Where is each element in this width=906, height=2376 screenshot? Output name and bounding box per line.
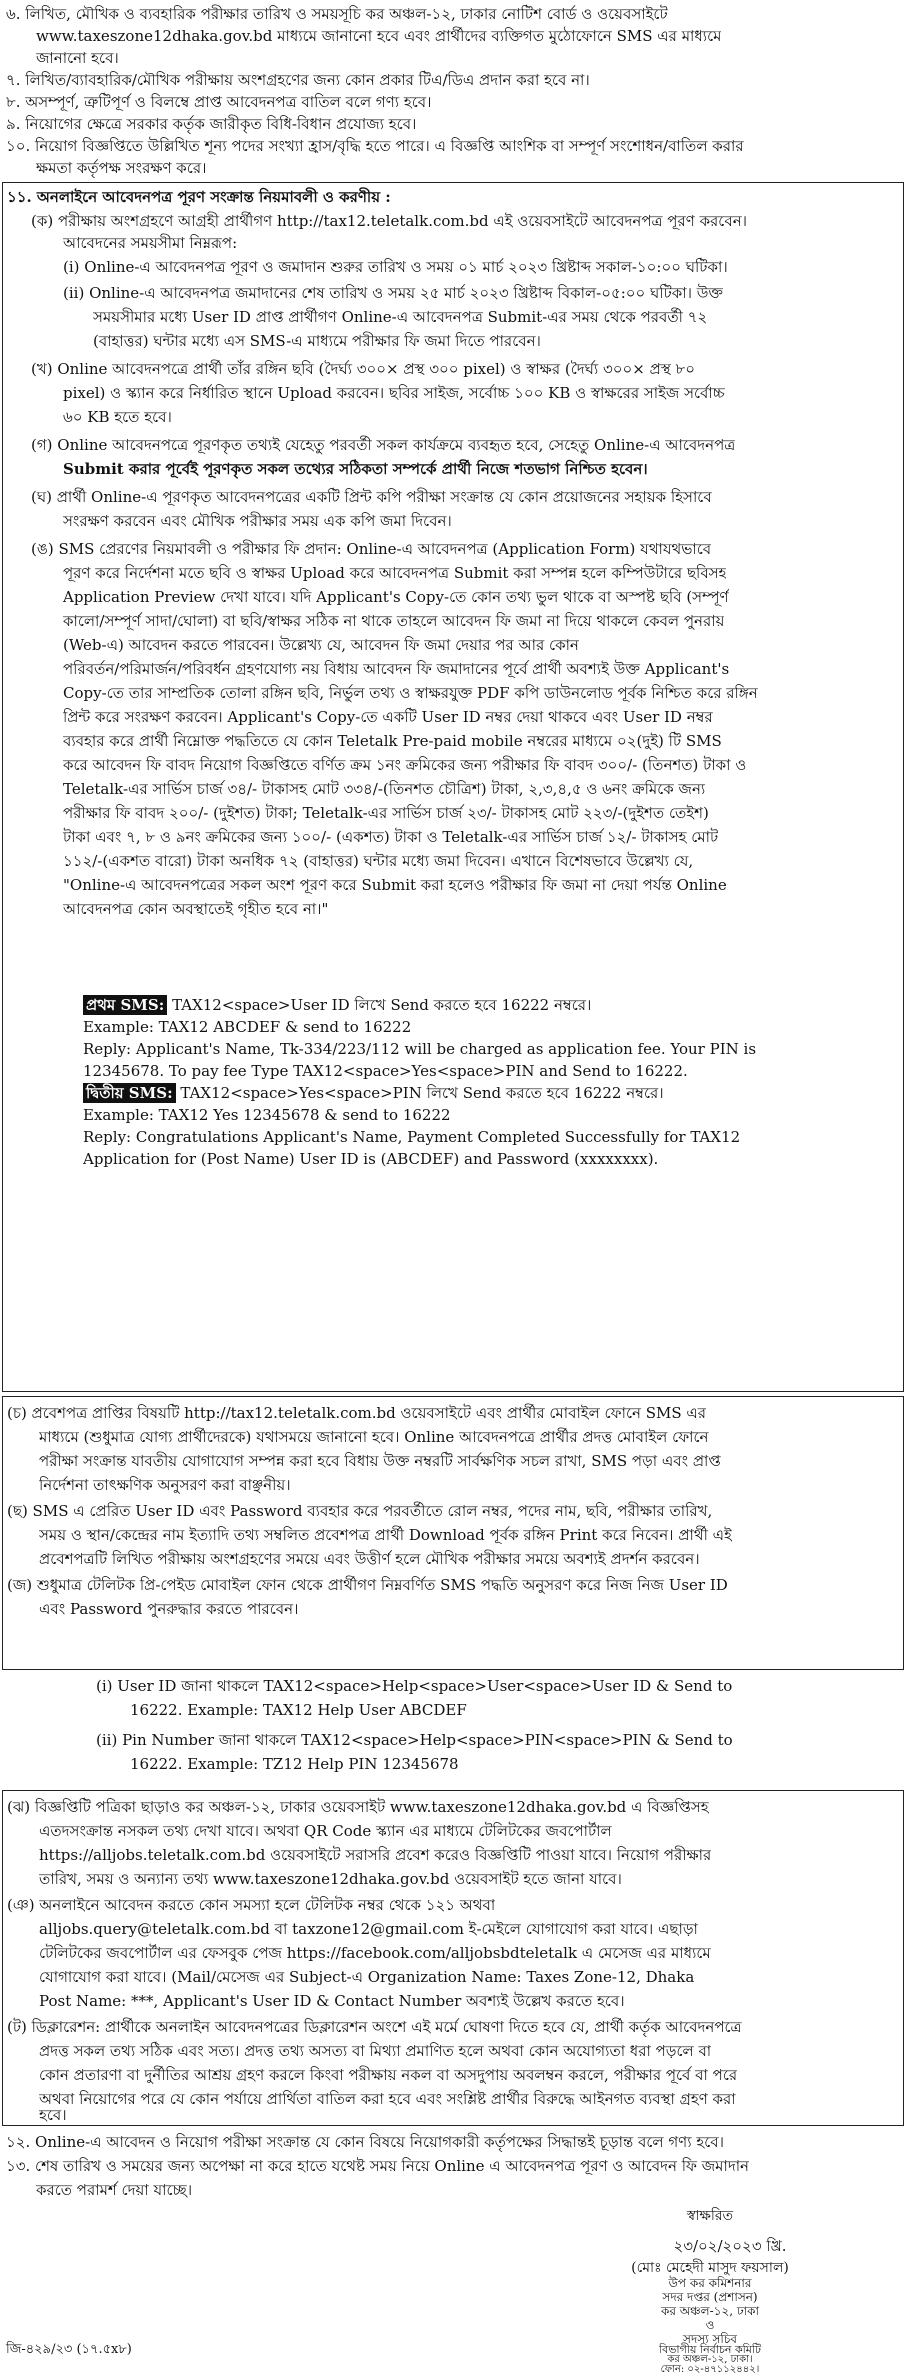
signatory-name: (মোঃ মেহেদী মাসুদ ফয়সাল) [631, 2260, 789, 2276]
first-sms-line [83, 995, 591, 1015]
item-umo-line-5: (Web-এ) আবেদন করতে পারবেন। উল্লেখ্য যে, আবেদন ফি জমা দেয়ার পর আর কোন [63, 636, 579, 654]
item-umo-line-6: পরিবর্তন/পরিমার্জন/পরিবর্ধন গ্রহণযোগ্য নয় বিধায় আবেদন ফি জমাদানের পূর্বে প্রার্থী অবশ্যই উক্ত Applicant's [63, 660, 730, 678]
item-jha-line-1: (ঝ) বিজ্ঞপ্তিটি পত্রিকা ছাড়াও কর অঞ্চল-১২, ঢাকার ওয়েবসাইট www.taxeszone12dhaka.gov.bd এ বিজ্ঞপ্তিসহ [7, 1798, 709, 1816]
second-sms-label: দ্বিতীয় SMS: [83, 1083, 176, 1103]
item-13-line-2: করতে পরামর্শ দেয়া যাচ্ছে। [36, 2181, 193, 2199]
recover-user-id-2: 16222. Example: TAX12 Help User ABCDEF [130, 1701, 467, 1719]
item-jha-line-3: https://alljobs.teletalk.com.bd ওয়েবসাইটে সরাসরি প্রবেশ করেও বিজ্ঞপ্তিটি পাওয়া যাবে। নিয়োগ পরীক্ষার [39, 1846, 712, 1864]
first-sms-reply-2: 12345678. To pay fee Type TAX12<space>Yes<space>PIN and Send to 16222. [83, 1062, 688, 1080]
item-ta-line-1: (ট) ডিক্লারেশন: প্রার্থীকে অনলাইন আবেদনপত্রের ডিক্লারেশন অংশে এই মর্মে ঘোষণা দিতে হবে যে, প্রার্থী কর্তৃক আবেদনপত্রে [7, 2018, 742, 2036]
item-ka-ii-line-3: (বাহাত্তর) ঘন্টার মধ্যে এস SMS-এ মাধ্যমে পরীক্ষার ফি জমা দিতে পারবেন। [93, 332, 541, 350]
online-application-box [2, 182, 904, 1392]
signatory-phone: ফোন: ০২-৪৭১১২৪৪২। [660, 2364, 760, 2375]
item-umo-line-7: Copy-তে তার সাম্প্রতিক তোলা রঙ্গিন ছবি, নির্ভুল তথ্য ও স্বাক্ষরযুক্ত PDF কপি ডাউনলোড পূর্বক নিশ্চিত করে রঙ্গিন [63, 684, 758, 702]
section-11-heading: ১১. অনলাইনে আবেদনপত্র পূরণ সংক্রান্ত নিয়মাবলী ও করণীয় : [7, 188, 391, 206]
item-kha-line-2: pixel) ও স্ক্যান করে নির্ধারিত স্থানে Upload করবেন। ছবির সাইজ, সর্বোচ্চ ১০০ KB ও স্বাক্ষরের সাইজ সর্বোচ্চ [63, 384, 725, 402]
item-cha-line-1: (চ) প্রবেশপত্র প্রাপ্তির বিষয়টি http://tax12.teletalk.com.bd ওয়েবসাইটে এবং প্রার্থীর মোবাইল ফোনে SMS এর [7, 1404, 707, 1422]
item-6-line-2: www.taxeszone12dhaka.gov.bd মাধ্যমে জানানো হবে এবং প্রার্থীদের ব্যক্তিগত মুঠোফোনে SMS এর মাধ্যমে [36, 27, 722, 45]
item-chha-line-2: সময় ও স্থান/কেন্দ্রের নাম ইত্যাদি তথ্য সম্বলিত প্রবেশপত্র প্রার্থী Download পূর্বক রঙ্গিন Print করে নিবেন। প্রার্থী এই [39, 1526, 732, 1544]
item-nya-line-1: (ঞ) অনলাইনে আবেদন করতে কোন সমস্যা হলে টেলিটক নম্বর থেকে ১২১ অথবা [7, 1896, 496, 1914]
signed-label: স্বাক্ষরিত [686, 2208, 734, 2224]
item-chha-line-3: প্রবেশপত্রটি লিখিত পরীক্ষায় অংশগ্রহণের সময়ে এবং উত্তীর্ণ হলে মৌখিক পরীক্ষার সময়ে অবশ্যই প্রদর্শন করবেন। [39, 1550, 700, 1568]
footer-code: জি-৪২৯/২৩ (১৭.৫x৮) [6, 2342, 132, 2357]
item-umo-line-1: (ঙ) SMS প্রেরণের নিয়মাবলী ও পরীক্ষার ফি প্রদান: Online-এ আবেদনপত্র (Application Form) যথাযথভাবে [31, 540, 712, 558]
item-ka-ii-line-2: সময়সীমার মধ্যে User ID প্রাপ্ত প্রার্থীগণ Online-এ আবেদনপত্র Submit-এর সময় থেকে পরবর্তী ৭২ [93, 308, 708, 326]
item-umo-line-14: ১১২/-(একশত বারো) টাকা অনধিক ৭২ (বাহাত্তর) ঘন্টার মধ্যে জমা দিবেন। এখানে বিশেষভাবে উল্লেখ্য যে, [63, 852, 694, 870]
item-umo-line-11: Teletalk-এর সার্ভিস চার্জ ৩৪/- টাকাসহ মোট ৩৩৪/-(তিনশত চৌত্রিশ) টাকা, ২,৩,৪,৫ ও ৬নং ক্রমিকে জন্য [63, 780, 706, 798]
signatory-title-6: বিভাগীয় নির্বাচন কমিটি [658, 2343, 762, 2356]
item-13-line-1: ১৩. শেষ তারিখ ও সময়ের জন্য অপেক্ষা না করে হাতে যথেষ্ট সময় নিয়ে Online এ আবেদনপত্র পূরণ ও আবেদন ফি জমাদান [6, 2157, 749, 2175]
item-cha-line-4: নির্দেশনা তাৎক্ষণিক অনুসরণ করা বাঞ্ছনীয়। [39, 1476, 291, 1494]
second-sms-example: Example: TAX12 Yes 12345678 & send to 16222 [83, 1106, 451, 1124]
signatory-title-3: কর অঞ্চল-১২, ঢাকা [660, 2304, 760, 2318]
item-ga-line-2: Submit করার পূর্বেই পূরণকৃত সকল তথ্যের সঠিকতা সম্পর্কে প্রার্থী নিজে শতভাগ নিশ্চিত হবেন। [63, 460, 648, 478]
item-ta-line-2: প্রদত্ত সকল তথ্য সঠিক এবং সত্য। প্রদত্ত তথ্য অসত্য বা মিথ্যা প্রমাণিত হলে অথবা কোন অযোগ্যতা ধরা পড়লে বা [39, 2042, 712, 2060]
item-chha-line-1: (ছ) SMS এ প্রেরিত User ID এবং Password ব্যবহার করে পরবর্তীতে রোল নম্বর, পদের নাম, ছবি, পরীক্ষার তারিখ, [7, 1502, 713, 1520]
item-cha-line-2: মাধ্যমে (শুধুমাত্র যোগ্য প্রার্থীদেরকে) যথাসময়ে জানানো হবে। Online আবেদনপত্রে প্রার্থীর প্রদত্ত মোবাইল ফোনে [39, 1428, 709, 1446]
signatory-title-5: সদস্য সচিব [683, 2332, 737, 2346]
item-jha-line-4: তারিখ, সময় ও অন্যান্য তথ্য www.taxeszone12dhaka.gov.bd ওয়েবসাইট হতে জানা যাবে। [39, 1870, 622, 1888]
admit-card-box [2, 1396, 904, 1670]
item-cha-line-3: পরীক্ষা সংক্রান্ত যাবতীয় যোগাযোগ সম্পন্ন করা হবে বিধায় উক্ত নম্বরটি সার্বক্ষণিক সচল রাখা, SMS পড়া এবং প্রাপ্ত [39, 1452, 721, 1470]
item-gha-line-1: (ঘ) প্রার্থী Online-এ পূরণকৃত আবেদনপত্রের একটি প্রিন্ট কপি পরীক্ষা সংক্রান্ত যে কোন প্রয়োজনের সহায়ক হিসাবে [31, 488, 712, 506]
item-8: ৮. অসম্পূর্ণ, ত্রুটিপূর্ণ ও বিলম্বে প্রাপ্ত আবেদনপত্র বাতিল বলে গণ্য হবে। [6, 93, 432, 111]
second-sms-text: TAX12<space>Yes<space>PIN লিখে Send করতে হবে 16222 নম্বরে। [180, 1084, 664, 1102]
item-gha-line-2: সংরক্ষণ করবেন এবং মৌখিক পরীক্ষার সময় এক কপি জমা দিবেন। [63, 512, 452, 530]
item-9: ৯. নিয়োগের ক্ষেত্রে সরকার কর্তৃক জারীকৃত বিধি-বিধান প্রযোজ্য হবে। [6, 115, 417, 133]
first-sms-reply-1: Reply: Applicant's Name, Tk-334/223/112 will be charged as application fee. Your PIN is [83, 1040, 757, 1058]
item-nya-line-5: Post Name: ***, Applicant's User ID & Contact Number অবশ্যই উল্লেখ করতে হবে। [39, 1992, 625, 2010]
item-kha-line-1: (খ) Online আবেদনপত্রে প্রার্থী তাঁর রঙ্গিন ছবি (দৈর্ঘ্য ৩০০× প্রস্থ ৩০০ pixel) ও স্বাক্ষর (দৈর্ঘ্য ৩০০× প্রস্থ ৮০ [31, 360, 695, 378]
item-umo-line-4: কালো/সম্পূর্ণ সাদা/ঘোলা) বা ছবি/স্বাক্ষর সঠিক না থাকে তাহলে আবেদন ফি জমা না দিয়ে থাকলে কেবল পুনরায় [63, 612, 725, 630]
item-7: ৭. লিখিত/ব্যাবহারিক/মৌখিক পরীক্ষায় অংশগ্রহণের জন্য কোন প্রকার টিএ/ডিএ প্রদান করা হবে না। [6, 71, 590, 89]
item-6-line-1: ৬. লিখিত, মৌখিক ও ব্যবহারিক পরীক্ষার তারিখ ও সময়সূচি কর অঞ্চল-১২, ঢাকার নোটিশ বোর্ড ও ওয়েবসাইটে [6, 5, 668, 23]
item-10-line-1: ১০. নিয়োগ বিজ্ঞপ্তিতে উল্লিখিত শূন্য পদের সংখ্যা হ্রাস/বৃদ্ধি হতে পারে। এ বিজ্ঞপ্তি আংশিক বা সম্পূর্ণ সংশোধন/বাতিল করার [6, 137, 744, 155]
item-umo-line-16: আবেদনপত্র কোন অবস্থাতেই গৃহীত হবে না।" [63, 900, 329, 918]
item-ja-line-1: (জ) শুধুমাত্র টেলিটক প্রি-পেইড মোবাইল ফোন থেকে প্রার্থীগণ নিম্নবর্ণিত SMS পদ্ধতি অনুসরণ করে নিজ নিজ User ID [7, 1576, 728, 1594]
item-nya-line-2: alljobs.query@teletalk.com.bd বা taxzone12@gmail.com ই-মেইলে যোগাযোগ করা যাবে। এছাড়া [39, 1920, 698, 1938]
first-sms-text: TAX12<space>User ID লিখে Send করতে হবে 16222 নম্বরে। [172, 996, 592, 1014]
item-12: ১২. Online-এ আবেদন ও নিয়োগ পরীক্ষা সংক্রান্ত যে কোন বিষয়ে নিয়োগকারী কর্তৃপক্ষের সিদ্ধান্তই চূড়ান্ত বলে গণ্য হবে। [6, 2133, 724, 2151]
recover-pin-2: 16222. Example: TZ12 Help PIN 12345678 [130, 1755, 459, 1773]
item-ka-ii-line-1: (ii) Online-এ আবেদনপত্র জমাদানের শেষ তারিখ ও সময় ২৫ মার্চ ২০২৩ খ্রিষ্টাব্দ বিকাল-০৫:০০ ঘটিকা। উক্ত [63, 284, 723, 302]
item-ka-line-2: আবেদনের সময়সীমা নিম্নরূপ: [63, 234, 238, 252]
recover-pin-1: (ii) Pin Number জানা থাকলে TAX12<space>Help<space>PIN<space>PIN & Send to [96, 1731, 733, 1749]
item-umo-line-15: "Online-এ আবেদনপত্রের সকল অংশ পূরণ করে Submit করা হলেও পরীক্ষার ফি জমা না দেয়া পর্যন্ত Online [63, 876, 727, 894]
item-ka-line-1: (ক) পরীক্ষায় অংশগ্রহণে আগ্রহী প্রার্থীগণ http://tax12.teletalk.com.bd এই ওয়েবসাইটে আবেদনপত্র পূরণ করবেন। [31, 212, 748, 230]
signatory-title-4: ও [705, 2318, 715, 2332]
item-umo-line-8: প্রিন্ট করে সংরক্ষণ করবেন। Applicant's Copy-তে একটি User ID নম্বর দেয়া থাকবে এবং User ID নম্বর [63, 708, 713, 726]
item-umo-line-3: Application Preview দেখা যাবে। যদি Applicant's Copy-তে কোন তথ্য ভুল থাকে বা অস্পষ্ট ছবি (সম্পূর্ণ [63, 588, 729, 606]
signature-date: ২৩/০২/২০২৩ খ্রি. [673, 2237, 787, 2255]
item-jha-line-2: এতদসংক্রান্ত নসকল তথ্য দেখা যাবে। অথবা QR Code স্ক্যান এর মাধ্যমে টেলিটকের জবপোর্টাল [39, 1822, 612, 1840]
second-sms-line [83, 1083, 664, 1103]
item-nya-line-3: টেলিটকের জবপোর্টাল এর ফেসবুক পেজ https://facebook.com/alljobsbdteletalk এ মেসেজ এর মাধ্যমে [39, 1944, 711, 1962]
item-6-line-3: জানানো হবে। [36, 49, 119, 67]
item-10-line-2: ক্ষমতা কর্তৃপক্ষ সংরক্ষণ করে। [36, 159, 207, 177]
item-ta-line-3: কোন প্রতারণা বা দুর্নীতির আশ্রয় গ্রহণ করলে কিংবা পরীক্ষায় নকল বা অসদুপায় অবলম্বন করলে, পরীক্ষার পূর্বে বা পরে [39, 2066, 738, 2084]
item-ka-i: (i) Online-এ আবেদনপত্র পূরণ ও জমাদান শুরুর তারিখ ও সময় ০১ মার্চ ২০২৩ খ্রিষ্টাব্দ সকাল-১০:০০ ঘটিকা। [63, 258, 728, 276]
first-sms-label: প্রথম SMS: [83, 995, 167, 1015]
item-nya-line-4: যোগাযোগ করা যাবে। (Mail/মেসেজ এর Subject-এ Organization Name: Taxes Zone-12, Dhaka [39, 1968, 695, 1986]
recover-user-id-1: (i) User ID জানা থাকলে TAX12<space>Help<space>User<space>User ID & Send to [96, 1677, 733, 1695]
item-ta-line-4: অথবা নিয়োগের পরে যে কোন পর্যায়ে প্রার্থিতা বাতিল করা হবে এবং সংশ্লিষ্ট প্রার্থীর বিরুদ্ধে আইনগত ব্যবস্থা গ্রহণ করা [39, 2090, 736, 2108]
contact-declaration-box [2, 1790, 904, 2126]
signatory-title-2: সদর দপ্তর (প্রশাসন) [662, 2290, 758, 2304]
item-ta-line-5: হবে। [39, 2106, 67, 2124]
item-umo-line-13: টাকা এবং ৭, ৮ ও ৯নং ক্রমিকের জন্য ১০০/- (একশত) টাকা ও Teletalk-এর সার্ভিস চার্জ ১২/- টাকাসহ মোট [63, 828, 719, 846]
item-ga-line-1: (গ) Online আবেদনপত্রে পূরণকৃত তথ্যই যেহেতু পরবর্তী সকল কার্যক্রমে ব্যবহৃত হবে, সেহেতু Online-এ আবেদনপত্র [31, 436, 736, 454]
item-umo-line-2: পূরণ করে নির্দেশনা মতে ছবি ও স্বাক্ষর Upload করে আবেদনপত্র Submit করা সম্পন্ন হলে কম্পিউটারে ছবিসহ [63, 564, 727, 582]
item-kha-line-3: ৬০ KB হতে হবে। [63, 408, 172, 426]
item-ja-line-2: এবং Password পুনরুদ্ধার করতে পারবেন। [39, 1600, 299, 1618]
second-sms-reply-2: Application for (Post Name) User ID is (ABCDEF) and Password (xxxxxxxx). [83, 1150, 659, 1168]
second-sms-reply-1: Reply: Congratulations Applicant's Name, Payment Completed Successfully for TAX12 [83, 1128, 741, 1146]
first-sms-example: Example: TAX12 ABCDEF & send to 16222 [83, 1018, 412, 1036]
item-umo-line-12: পরীক্ষার ফি বাবদ ২০০/- (দুইশত) টাকা; Teletalk-এর সার্ভিস চার্জ ২৩/- টাকাসহ মোট ২২৩/-(দুইশত তেইশ) [63, 804, 709, 822]
signatory-title-7: কর অঞ্চল-১২, ঢাকা। [667, 2354, 753, 2365]
item-umo-line-10: করে আবেদন ফি বাবদ নিয়োগ বিজ্ঞপ্তিতে বর্ণিত ক্রম ১নং ক্রমিকের জন্য পরীক্ষার ফি বাবদ ৩০০/- (তিনশত) টাকা ও [63, 756, 747, 774]
signatory-title-1: উপ কর কমিশনার [668, 2276, 752, 2290]
item-umo-line-9: ব্যবহার করে প্রার্থী নিম্নোক্ত পদ্ধতিতে যে কোন Teletalk Pre-paid mobile নম্বরের মাধ্যমে ০২(দুই) টি SMS [63, 732, 722, 750]
